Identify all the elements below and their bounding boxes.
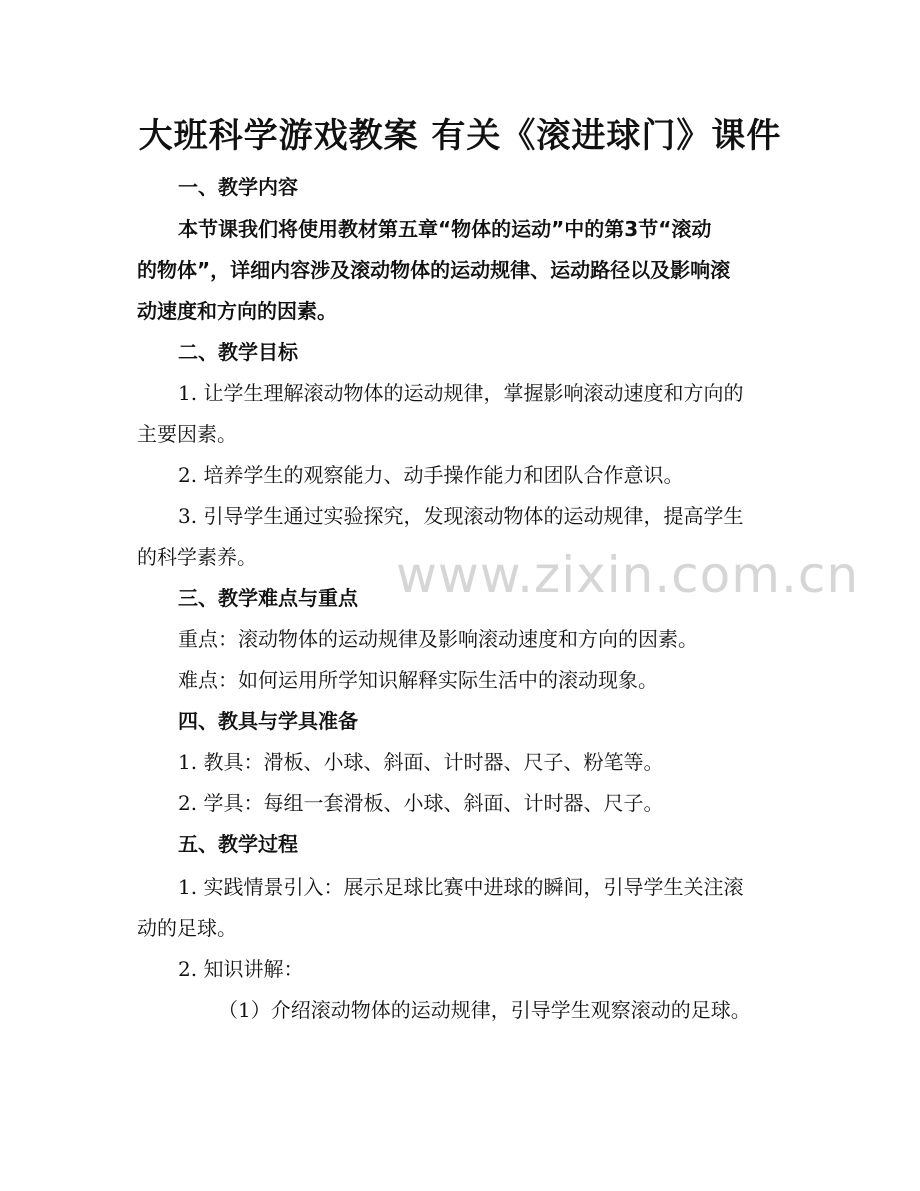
document-title: 大班科学游戏教案 有关《滚进球门》课件 [138, 116, 782, 156]
paragraph-line: 3. 引导学生通过实验探究，发现滚动物体的运动规律，提高学生 [178, 504, 744, 528]
paragraph-line: 主要因素。 [137, 422, 237, 446]
paragraph-line: （1）介绍滚动物体的运动规律，引导学生观察滚动的足球。 [218, 998, 751, 1022]
section-heading-key-points: 三、教学难点与重点 [178, 586, 358, 610]
paragraph-line: 的物体”，详细内容涉及滚动物体的运动规律、运动路径以及影响滚 [137, 258, 731, 282]
section-heading-process: 五、教学过程 [178, 832, 298, 856]
paragraph-line: 的科学素养。 [137, 545, 257, 569]
paragraph-line: 本节课我们将使用教材第五章“物体的运动”中的第3节“滚动 [178, 217, 712, 241]
paragraph-line: 动的足球。 [137, 916, 237, 940]
section-heading-content: 一、教学内容 [178, 175, 298, 199]
paragraph-line: 2. 学具：每组一套滑板、小球、斜面、计时器、尺子。 [178, 791, 664, 815]
paragraph-line: 1. 让学生理解滚动物体的运动规律，掌握影响滚动速度和方向的 [178, 381, 744, 405]
paragraph-line: 重点：滚动物体的运动规律及影响滚动速度和方向的因素。 [178, 627, 698, 651]
watermark: www.zixin.com.cn [396, 546, 860, 604]
paragraph-line: 动速度和方向的因素。 [137, 299, 337, 323]
paragraph-line: 1. 实践情景引入：展示足球比赛中进球的瞬间，引导学生关注滚 [178, 875, 744, 899]
section-heading-objectives: 二、教学目标 [178, 340, 298, 364]
paragraph-line: 1. 教具：滑板、小球、斜面、计时器、尺子、粉笔等。 [178, 750, 664, 774]
paragraph-line: 2. 知识讲解： [178, 957, 304, 981]
paragraph-line: 2. 培养学生的观察能力、动手操作能力和团队合作意识。 [178, 463, 684, 487]
paragraph-line: 难点：如何运用所学知识解释实际生活中的滚动现象。 [178, 668, 658, 692]
section-heading-materials: 四、教具与学具准备 [178, 709, 358, 733]
